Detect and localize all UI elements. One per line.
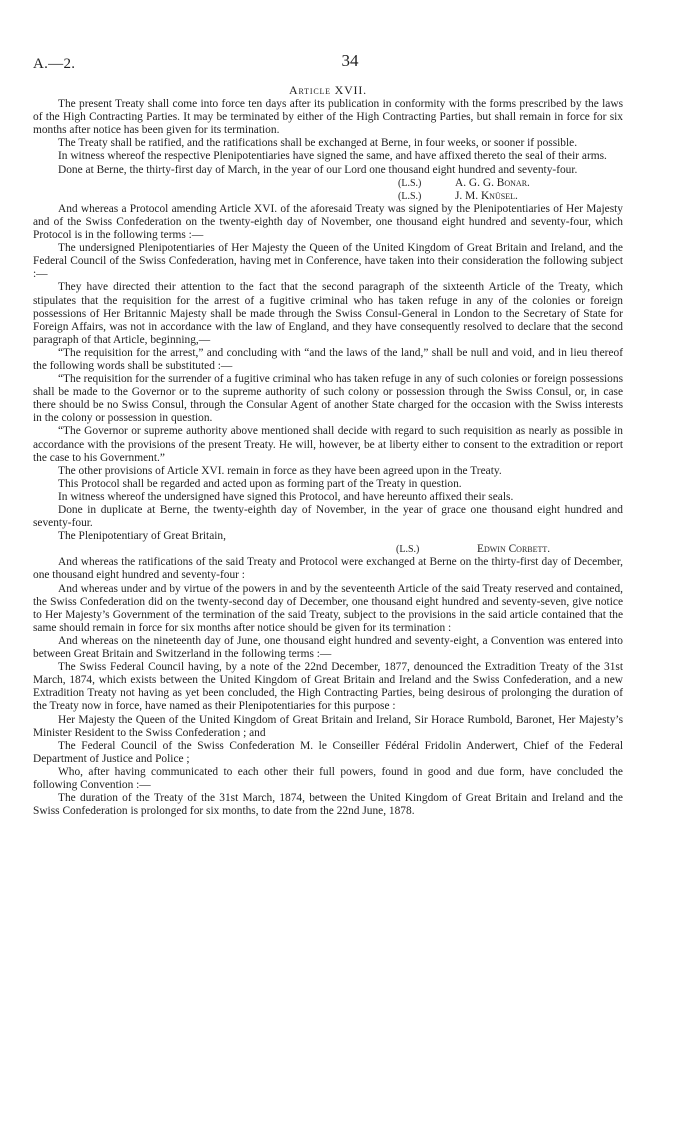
signature-line (33, 543, 623, 556)
paragraph: The duration of the Treaty of the 31st March, 1874, between the United Kingdom of Great Britain and Ireland and the Swiss Confederation is prolonged for six months, to date from the 22nd June, 1878. (33, 792, 623, 818)
paragraph: Who, after having communicated to each other their full powers, found in good and due form, have concluded the following Convention :— (33, 765, 623, 791)
paragraph: The Plenipotentiary of Great Britain, (58, 530, 226, 543)
signatory-name: A. G. G. Bonar. (455, 176, 530, 189)
paragraph: Done in duplicate at Berne, the twenty-eighth day of November, in the year of grace one thousand eight hundred and seventy-four. (33, 504, 623, 530)
seal-mark: (L.S.) (396, 544, 420, 556)
paragraph: And whereas the ratifications of the said Treaty and Protocol were exchanged at Berne on the thirty-first day of December, one thousand eight hundred and seventy-four : (33, 556, 623, 582)
paragraph: And whereas on the nineteenth day of June, one thousand eight hundred and seventy-eight, a Convention was entered into between Great Britain and Switzerland in the following terms :— (33, 634, 623, 661)
paragraph: The undersigned Plenipotentiaries of Her Majesty the Queen of the United Kingdom of Great Britain and Ireland, and the Federal Council of the Swiss Confederation, having met in Conference, have taken into their consideration the following subject :— (33, 242, 623, 281)
paragraph: In witness whereof the respective Plenipotentiaries have signed the same, and have affixed thereto the seal of their arms. (58, 150, 607, 163)
paragraph: The Federal Council of the Swiss Confederation M. le Conseiller Fédéral Fridolin Anderwert, Chief of the Federal Department of Justice and Police ; (33, 739, 623, 765)
paragraph: They have directed their attention to the fact that the second paragraph of the sixteenth Article of the Treaty, which stipulates that the requisition for the arrest of a fugitive criminal who has taken refuge in any of the colonies or foreign possessions of Her Britannic Majesty shall be made through the Swiss Consul-General in London to the Secretary of State for Foreign Affairs, was not in accordance with the law of England, and they have consequently resolved to declare that the second paragraph of that Article, beginning,— (33, 281, 623, 346)
paragraph: Done at Berne, the thirty-first day of March, in the year of our Lord one thousand eight hundred and seventy-four. (58, 163, 578, 176)
paragraph: Her Majesty the Queen of the United Kingdom of Great Britain and Ireland, Sir Horace Rumbold, Baronet, Her Majesty’s Minister Resident to the Swiss Confederation ; and (33, 713, 623, 739)
signature-line (398, 177, 623, 190)
paragraph: The Treaty shall be ratified, and the ratifications shall be exchanged at Berne, in four weeks, or sooner if possible. (58, 137, 578, 150)
paragraph: “The Governor or supreme authority above mentioned shall decide with regard to such requisition as nearly as possible in accordance with the provisions of the present Treaty. He will, however, be at liberty either to consent to the extradition or report the case to his Government.” (33, 425, 623, 464)
article-heading: Article XVII. (289, 83, 367, 97)
signature-block (33, 177, 623, 203)
seal-mark: (L.S.) (398, 190, 422, 202)
paragraph: The present Treaty shall come into force ten days after its publication in conformity with the forms prescribed by the laws of the High Contracting Parties. It may be terminated by either of the High Contracting Parties, but shall remain in force for six months after notice has been given for its termination. (33, 98, 623, 137)
paragraph: The Swiss Federal Council having, by a note of the 22nd December, 1877, denounced the Extradition Treaty of the 31st March, 1874, which exists between the United Kingdom of Great Britain and Ireland and the Swiss Confederation, and a new Extradition Treaty not having as yet been concluded, the High Contracting Parties, being desirous of prolonging the duration of the Treaty now in force, have named as their Plenipotentiaries for this purpose : (33, 661, 623, 713)
paragraph: “The requisition for the surrender of a fugitive criminal who has taken refuge in any of such colonies or foreign possessions shall be made to the Governor or to the supreme authority of such colony or possession through the Swiss Consul, or, in case there should be no Swiss Consul, through the Consular Agent of another State charged for the occasion with the Swiss interests in the colony or possession in question. (33, 373, 623, 425)
signature-line (398, 190, 623, 203)
paragraph: This Protocol shall be regarded and acted upon as forming part of the Treaty in question. (58, 477, 462, 490)
document-body (33, 84, 623, 818)
paragraph: In witness whereof the undersigned have signed this Protocol, and have hereunto affixed their seals. (58, 490, 514, 503)
seal-mark: (L.S.) (398, 177, 422, 189)
paragraph: And whereas under and by virtue of the powers in and by the seventeenth Article of the said Treaty reserved and contained, the Swiss Confederation did on the twenty-second day of December, one thousand eight hundred and seventy-seven, give notice to Her Majesty’s Government of the termination of the said Treaty, subject to the provisions in the said article contained that the same should remain in force for six months after notice should be given for its termination : (33, 582, 623, 634)
paragraph: And whereas a Protocol amending Article XVI. of the aforesaid Treaty was signed by the Plenipotentiaries of Her Majesty and of the Swiss Confederation on the twenty-eighth day of November, one thousand eight hundred and seventy-four, which Protocol is in the following terms :— (33, 202, 623, 242)
paragraph: “The requisition for the arrest,” and concluding with “and the laws of the land,” shall be null and void, and in lieu thereof the following words shall be substituted :— (33, 346, 623, 372)
signatory-name: J. M. Knüsel. (455, 189, 518, 202)
page-number: 34 (341, 51, 359, 70)
paragraph: The other provisions of Article XVI. remain in force as they have been agreed upon in the Treaty. (58, 464, 502, 477)
document-reference: A.—2. (33, 56, 76, 72)
signatory-name: Edwin Corbett. (477, 543, 551, 556)
